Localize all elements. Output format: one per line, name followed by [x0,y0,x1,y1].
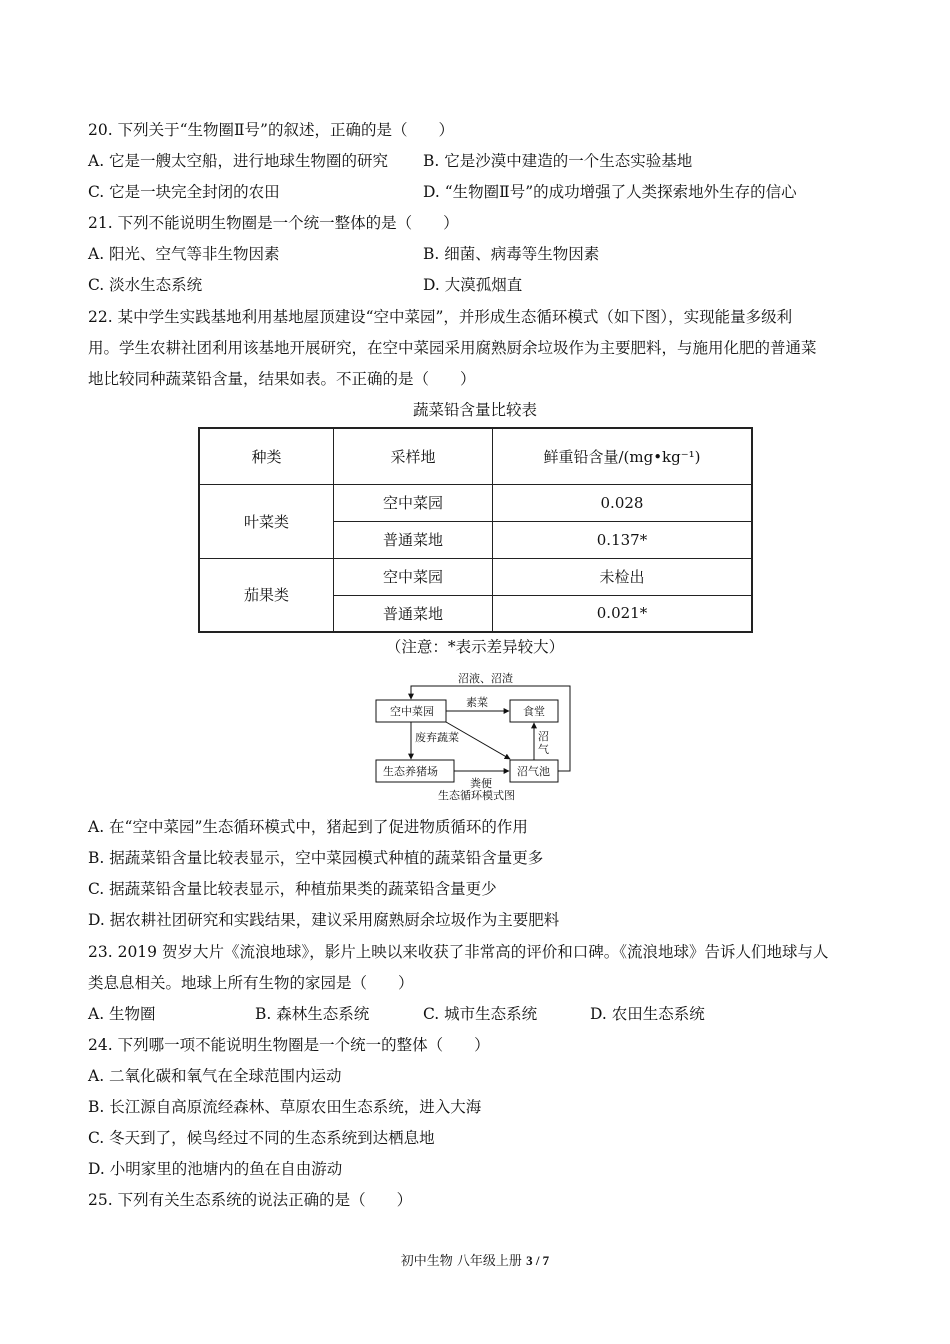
lead-content-table [198,427,753,633]
table-cell-category: 茄果类 [199,558,334,632]
label-residue: 沼液、沼渣 [458,672,513,685]
q23-option-a: A. 生物圈 [88,1005,156,1023]
label-gas-2: 气 [538,743,549,756]
page-number: 3 / 7 [526,1253,550,1268]
label-vegetables: 素菜 [466,696,488,709]
q22-stem-line-2: 用。学生农耕社团利用该基地开展研究，在空中菜园采用腐熟厨余垃圾作为主要肥料，与施用化肥的普通菜 [88,339,817,357]
q23-stem-line-1: 23. 2019 贺岁大片《流浪地球》，影片上映以来收获了非常高的评价和口碑。《流浪地球》告诉人们地球与人 [88,943,829,961]
q23-stem-line-2: 类息息相关。地球上所有生物的家园是（ ） [88,974,414,992]
q23-option-d: D. 农田生态系统 [590,1005,705,1023]
label-waste: 废弃蔬菜 [415,731,459,744]
table-cell-site: 空中菜园 [334,484,493,521]
q22-option-c: C. 据蔬菜铅含量比较表显示，种植茄果类的蔬菜铅含量更少 [88,880,497,898]
table-cell-value: 0.137* [493,521,753,558]
q20-option-b: B. 它是沙漠中建造的一个生态实验基地 [423,152,693,170]
q20-option-a: A. 它是一艘太空船，进行地球生物圈的研究 [88,152,389,170]
table-header-category: 种类 [199,428,334,484]
table-cell-category: 叶菜类 [199,484,334,558]
q21-option-a: A. 阳光、空气等非生物因素 [88,245,280,263]
table-cell-value: 0.021* [493,595,753,632]
label-gas-1: 沼 [538,730,549,743]
table-row [199,558,752,595]
table-cell-value: 0.028 [493,484,753,521]
q22-option-a: A. 在“空中菜园”生态循环模式中，猪起到了促进物质循环的作用 [88,818,528,836]
table-cell-site: 普通菜地 [334,521,493,558]
q24-option-c: C. 冬天到了，候鸟经过不同的生态系统到达栖息地 [88,1129,435,1147]
q23-option-b: B. 森林生态系统 [255,1005,370,1023]
label-biogas: 沼气池 [517,765,550,778]
q23-option-c: C. 城市生态系统 [423,1005,538,1023]
q22-option-d: D. 据农耕社团研究和实践结果，建议采用腐熟厨余垃圾作为主要肥料 [88,911,560,929]
table-header-site: 采样地 [334,428,493,484]
label-manure: 粪便 [470,777,492,790]
q21-stem: 21. 下列不能说明生物圈是一个统一整体的是（ ） [88,214,459,232]
q21-option-c: C. 淡水生态系统 [88,276,203,294]
q24-option-b: B. 长江源自高原流经森林、草原农田生态系统，进入大海 [88,1098,482,1116]
q21-option-d: D. 大漠孤烟直 [423,276,523,294]
edge-residue-arrow [411,686,570,771]
table-cell-site: 普通菜地 [334,595,493,632]
q25-stem: 25. 下列有关生态系统的说法正确的是（ ） [88,1191,413,1209]
q22-stem-line-3: 地比较同种蔬菜铅含量，结果如表。不正确的是（ ） [88,370,476,388]
q24-option-d: D. 小明家里的池塘内的鱼在自由游动 [88,1160,343,1178]
page-footer [0,1250,950,1269]
table-title: 蔬菜铅含量比较表 [412,401,537,419]
q20-stem: 20. 下列关于“生物圈Ⅱ号”的叙述，正确的是（ ） [88,121,454,139]
diagram-caption: 生态循环模式图 [438,789,515,802]
label-garden: 空中菜园 [390,705,434,718]
table-row [199,484,752,521]
q21-option-b: B. 细菌、病毒等生物因素 [423,245,600,263]
q20-option-c: C. 它是一块完全封闭的农田 [88,183,280,201]
table-cell-site: 空中菜园 [334,558,493,595]
q20-option-d: D. “生物圈Ⅱ号”的成功增强了人类探索地外生存的信心 [423,183,797,201]
label-pigfarm: 生态养猪场 [383,765,438,778]
footer-subject: 初中生物 八年级上册 [400,1254,527,1269]
table-header-lead: 鲜重铅含量/(mg•kg⁻¹) [493,428,753,484]
table-cell-value: 未检出 [493,558,753,595]
q22-option-b: B. 据蔬菜铅含量比较表显示，空中菜园模式种植的蔬菜铅含量更多 [88,849,544,867]
q24-stem: 24. 下列哪一项不能说明生物圈是一个统一的整体（ ） [88,1036,490,1054]
ecological-cycle-diagram [370,668,580,804]
q22-stem-line-1: 22. 某中学生实践基地利用基地屋顶建设“空中菜园”，并形成生态循环模式（如下图），实现能量多级利 [88,308,793,326]
table-note: （注意：*表示差异较大） [385,638,565,656]
label-canteen: 食堂 [523,705,545,718]
q24-option-a: A. 二氧化碳和氧气在全球范围内运动 [88,1067,342,1085]
